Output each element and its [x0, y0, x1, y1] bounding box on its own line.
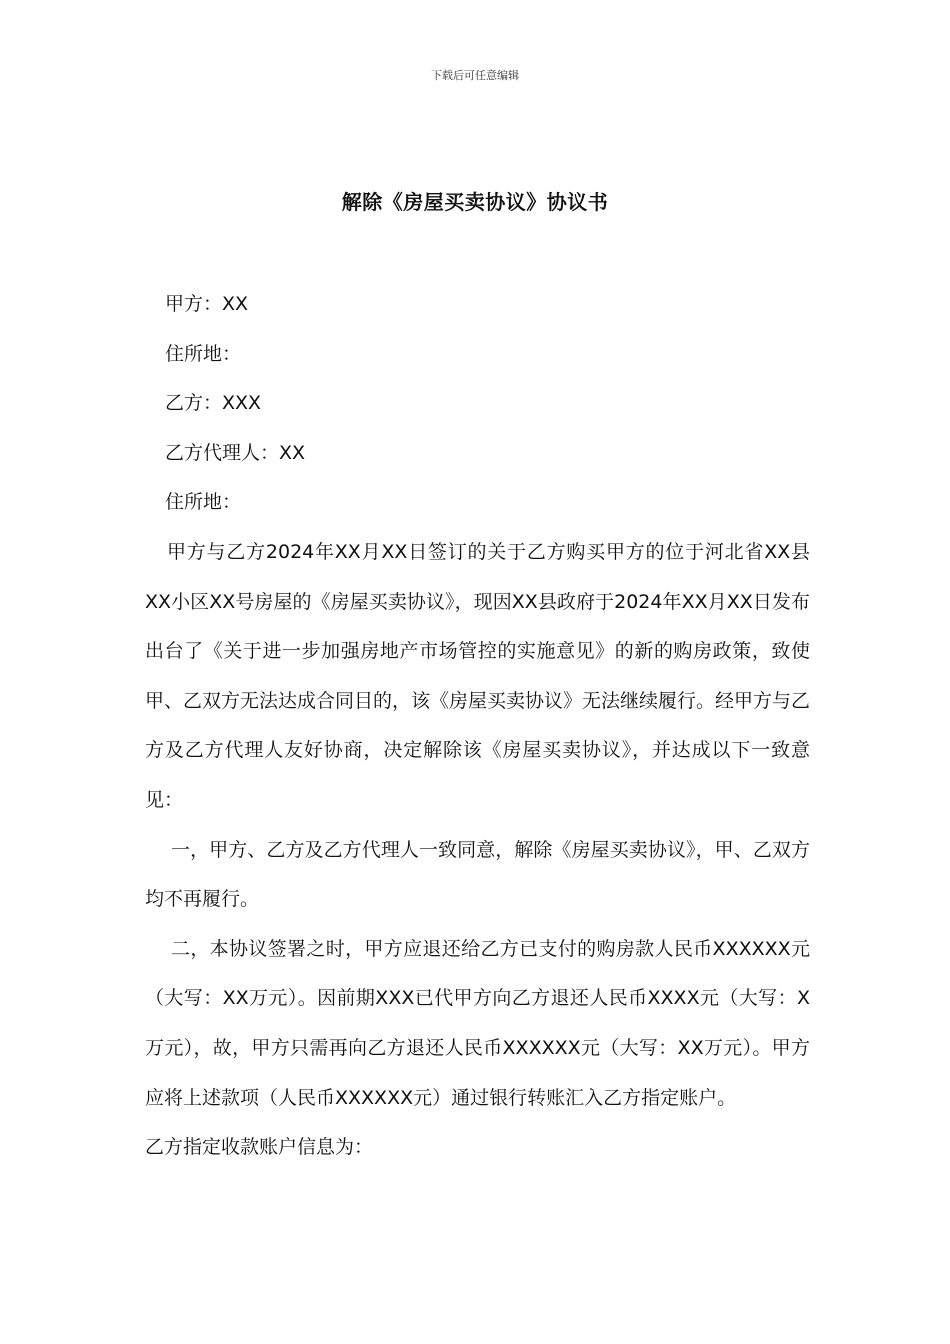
- party-b-agent-line: 乙方代理人：XX: [165, 441, 306, 464]
- party-b-address-line: 住所地：: [165, 491, 242, 514]
- party-a-address-line: 住所地：: [165, 342, 242, 365]
- header-note: 下载后可任意编辑: [431, 69, 519, 82]
- clause-1-paragraph: 一，甲方、乙方及乙方代理人一致同意，解除《房屋买卖协议》，甲、乙双方均不再履行。: [145, 838, 810, 911]
- party-a-line: 甲方：XX: [165, 293, 249, 315]
- clause-2-paragraph: 二，本协议签署之时，甲方应退还给乙方已支付的购房款人民币XXXXXX元（大写：XX万元）。因前期XXX已代甲方向乙方退还人民币XXXX元（大写：X万元），故，甲方只需再向乙方退还人民币XXXXXX元（大写：XX万元）。甲方应将上述款项（人民币XXXXXX元）通过银行转账汇入乙方指定账户。: [145, 937, 810, 1109]
- document-body: [145, 280, 810, 1173]
- account-info-line: 乙方指定收款账户信息为：: [145, 1136, 374, 1159]
- party-b-line: 乙方：XXX: [165, 392, 262, 415]
- intro-paragraph: 甲方与乙方2024年XX月XX日签订的关于乙方购买甲方的位于河北省XX县XX小区XX号房屋的《房屋买卖协议》，现因XX县政府于2024年XX月XX日发布出台了《关于进一步加强房地产市场管控的实施意见》的新的购房政策，致使甲、乙双方无法达成合同目的，该《房屋买卖协议》无法继续履行。经甲方与乙方及乙方代理人友好协商，决定解除该《房屋买卖协议》，并达成以下一致意见：: [145, 540, 811, 811]
- document-title: 解除《房屋买卖协议》协议书: [341, 190, 609, 214]
